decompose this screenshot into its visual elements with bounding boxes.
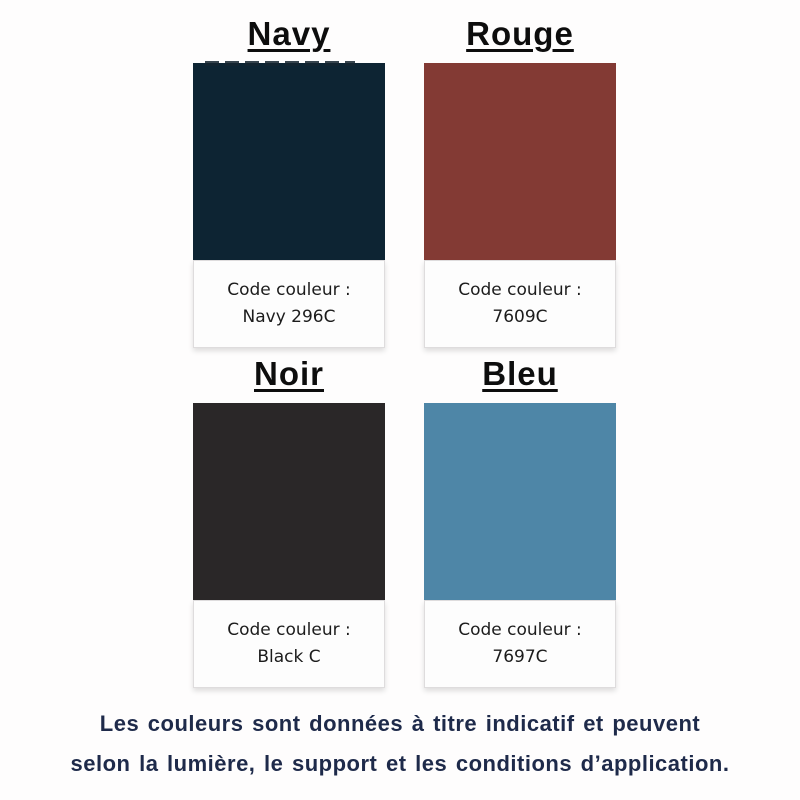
- color-swatch: [424, 63, 616, 260]
- color-code-box: [424, 600, 616, 688]
- cropped-text-remnant: [205, 61, 355, 66]
- color-card-bleu: [424, 352, 616, 688]
- code-label: Code couleur :: [227, 280, 351, 300]
- color-card-noir: [193, 352, 385, 688]
- color-card-title: Bleu: [482, 355, 558, 392]
- color-swatch: [424, 403, 616, 600]
- color-code-box: [193, 600, 385, 688]
- color-card-title: Noir: [254, 355, 324, 392]
- disclaimer-text: [0, 704, 800, 784]
- code-value: 7609C: [492, 307, 548, 327]
- code-label: Code couleur :: [458, 280, 582, 300]
- disclaimer-line-2: selon la lumière, le support et les conditions d’application.: [70, 751, 730, 776]
- color-code-box: [193, 260, 385, 348]
- color-card-navy: [193, 12, 385, 348]
- code-value: Navy 296C: [242, 307, 336, 327]
- code-value: Black C: [257, 647, 321, 667]
- color-card-title: Navy: [247, 15, 331, 52]
- code-label: Code couleur :: [458, 620, 582, 640]
- code-label: Code couleur :: [227, 620, 351, 640]
- disclaimer-line-1: Les couleurs sont données à titre indicatif et peuvent: [99, 711, 701, 736]
- color-card-rouge: [424, 12, 616, 348]
- color-swatch: [193, 403, 385, 600]
- color-swatch: [193, 63, 385, 260]
- color-code-box: [424, 260, 616, 348]
- color-card-title: Rouge: [466, 15, 574, 52]
- code-value: 7697C: [492, 647, 548, 667]
